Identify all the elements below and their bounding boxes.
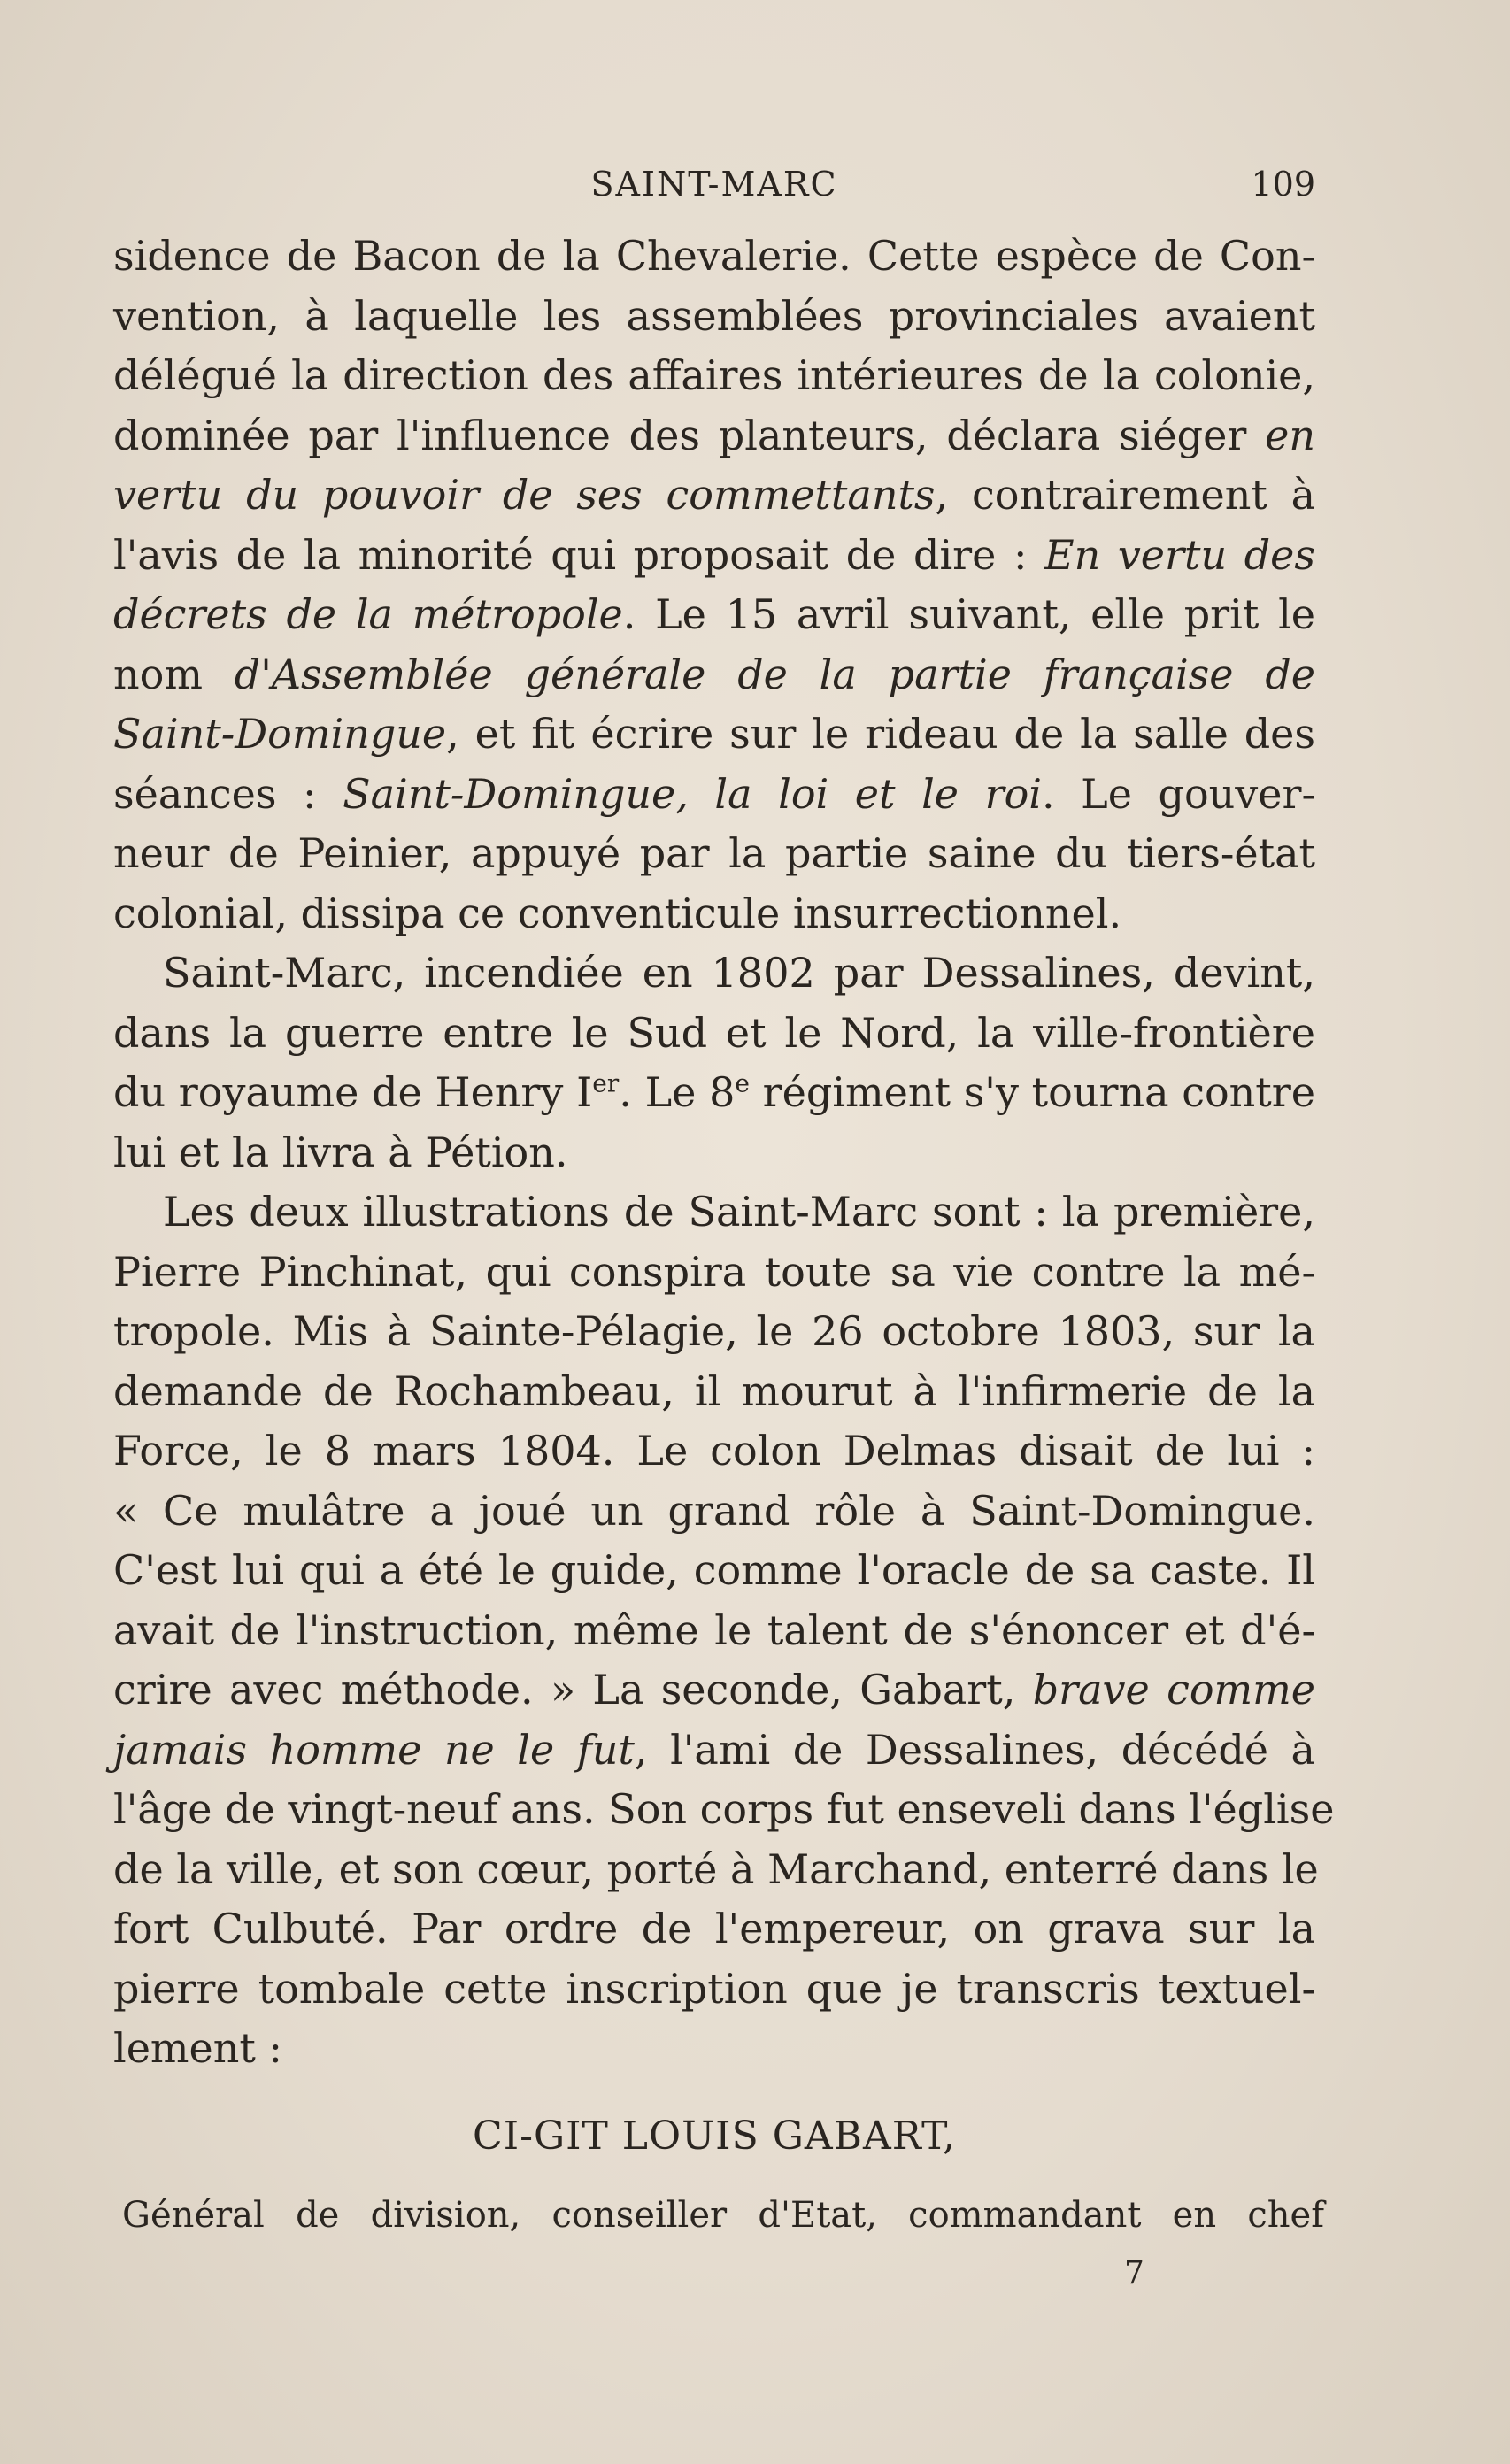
text-line: colonial, dissipa ce conventicule insurrectionnel. [113, 889, 1122, 937]
text-line: nom d'Assemblée générale de la partie française de [113, 650, 1315, 698]
italic-text: en [1265, 411, 1315, 459]
italic-text: d'Assemblée générale de la partie française de [234, 650, 1315, 698]
signature-mark: 7 [1124, 2255, 1144, 2291]
italic-text: Saint-Domingue [113, 710, 447, 758]
italic-text: vertu du pouvoir de ses commettants [113, 471, 936, 519]
italic-text: décrets de la métropole [113, 590, 623, 638]
text-line: de la ville, et son cœur, porté à Marchand, enterré dans le [113, 1844, 1319, 1893]
superscript: er [592, 1068, 620, 1098]
text-line: pierre tombale cette inscription que je transcris textuel- [113, 1964, 1315, 2013]
text-line: fort Culbuté. Par ordre de l'empereur, on grava sur la [113, 1905, 1315, 1952]
text-line: séances : Saint-Domingue, la loi et le roi. Le gouver- [113, 769, 1316, 818]
text-line: l'âge de vingt-neuf ans. Son corps fut enseveli dans l'église [113, 1785, 1335, 1833]
text-line: Saint-Domingue, et fit écrire sur le rideau de la salle des [113, 710, 1315, 758]
text-line: demande de Rochambeau, il mourut à l'infirmerie de la [113, 1367, 1315, 1415]
italic-text: brave comme [1032, 1666, 1315, 1713]
text-line: Saint-Marc, incendiée en 1802 par Dessalines, devint, [163, 949, 1315, 997]
running-title: SAINT-MARC [590, 165, 838, 204]
text-line: « Ce mulâtre a joué un grand rôle à Saint-Domingue. [113, 1486, 1315, 1535]
page-header [113, 165, 1315, 209]
text-line: avait de l'instruction, même le talent de s'énoncer et d'é- [113, 1605, 1315, 1654]
text-line: vertu du pouvoir de ses commettants, contrairement à [113, 471, 1316, 519]
page-number: 109 [1251, 165, 1315, 204]
text-line: dans la guerre entre le Sud et le Nord, la ville-frontière [113, 1008, 1315, 1057]
text-line: délégué la direction des affaires intérieures de la colonie, [113, 351, 1315, 399]
text-line: décrets de la métropole. Le 15 avril suivant, elle prit le [113, 590, 1315, 638]
text-line: sidence de Bacon de la Chevalerie. Cette espèce de Con- [113, 232, 1315, 280]
italic-text: jamais homme ne le fut [113, 1725, 635, 1774]
text-line: tropole. Mis à Sainte-Pélagie, le 26 octobre 1803, sur la [113, 1307, 1315, 1355]
italic-text: En vertu des [1044, 530, 1315, 579]
text-line: vention, à laquelle les assemblées provinciales avaient [113, 291, 1315, 340]
body-text [113, 227, 1335, 2079]
text-line: du royaume de Henry Ier. Le 8e régiment s'y tourna contre [113, 1068, 1315, 1116]
text-line: Les deux illustrations de Saint-Marc sont : la première, [163, 1188, 1315, 1236]
text-line: Pierre Pinchinat, qui conspira toute sa vie contre la mé- [113, 1247, 1315, 1296]
text-line: neur de Peinier, appuyé par la partie saine du tiers-état [113, 829, 1315, 877]
epitaph-line: Général de division, conseiller d'Etat, commandant en chef [122, 2195, 1324, 2236]
text-line: Force, le 8 mars 1804. Le colon Delmas disait de lui : [113, 1427, 1315, 1475]
text-line: jamais homme ne le fut, l'ami de Dessalines, décédé à [113, 1725, 1315, 1774]
text-line: C'est lui qui a été le guide, comme l'oracle de sa caste. Il [113, 1546, 1315, 1594]
text-line: dominée par l'influence des planteurs, déclara siéger en [113, 411, 1315, 459]
text-line: lui et la livra à Pétion. [113, 1128, 568, 1176]
epitaph-title: CI-GIT LOUIS GABART, [473, 2114, 956, 2159]
text-line: l'avis de la minorité qui proposait de dire : En vertu des [113, 530, 1315, 579]
superscript: e [735, 1068, 750, 1098]
italic-text: Saint-Domingue, la loi et le roi [343, 769, 1042, 818]
text-line: crire avec méthode. » La seconde, Gabart, brave comme [113, 1666, 1315, 1713]
text-line: lement : [113, 2024, 283, 2072]
